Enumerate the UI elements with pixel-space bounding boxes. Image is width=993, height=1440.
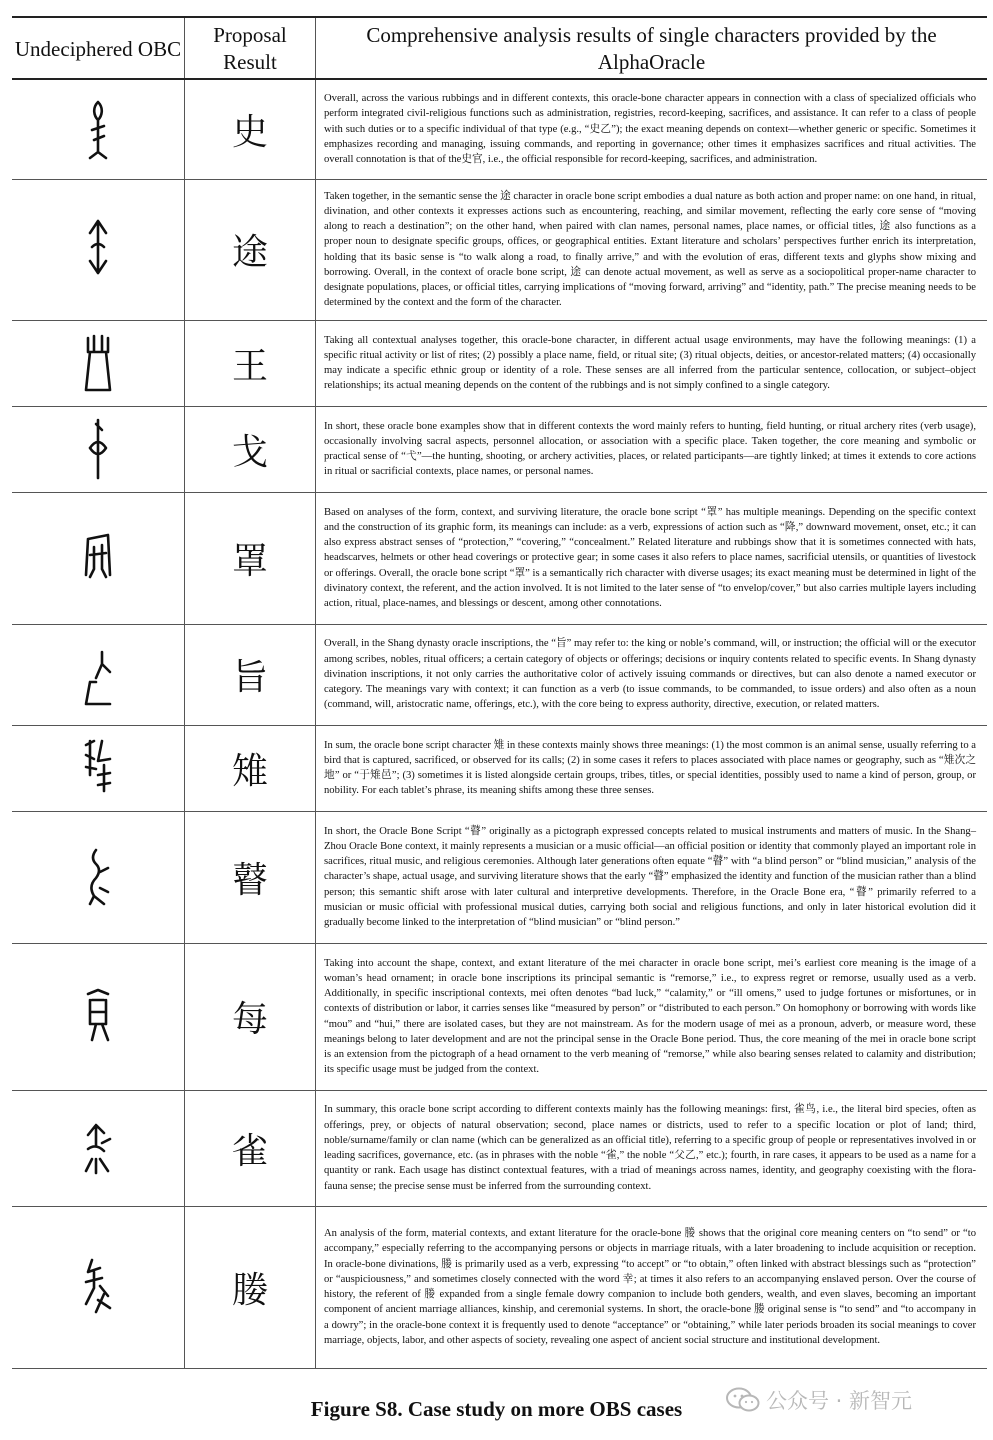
watermark-text: 公众号 · 新智元: [766, 1389, 913, 1413]
oracle-bone-glyph-icon: [82, 330, 114, 396]
oracle-bone-glyph-icon: [82, 1254, 114, 1320]
obc-glyph-cell: [12, 179, 185, 320]
proposal-character: 王: [231, 345, 268, 387]
obc-glyph-cell: [12, 725, 185, 811]
proposal-result-cell: [185, 624, 316, 725]
obc-glyph-cell: [12, 79, 185, 179]
proposal-character: 雉: [231, 750, 268, 792]
analysis-text-cell: Taken together, in the semantic sense the 途 character in oracle bone script embodies a dual nature as both action and proper name: on one hand, in ritual, divination, and other contexts it expresses actions such as encountering, reaching, and similar movement, reflecting the early core sense of “moving along to reach a destination”; on the other hand, when paired with clan names, personal names, place names, or official titles, 途 also functions as a proper noun to designate specific groups, offices, or geographical entities. Extant literature and scholars’ perspectives further enrich its interpretation, holding that its basic sense is “to walk along a road, to finally arrive,” and with the evolution of eras, different texts and glyphs show mixing and borrowing. Overall, in the context of oracle bone script, 途 can denote actual movement, as well as serve as a sociopolitical proper-name character to designate populations, places, or official titles, carrying implications of “moving forward, arriving” and “identity, path.” The precise meaning needs to be determined by the context and the form of the character.: [324, 190, 976, 309]
proposal-result-cell: [185, 1090, 316, 1206]
proposal-result-cell: [185, 725, 316, 811]
oracle-bone-glyph-icon: [82, 735, 114, 801]
obc-analysis-table: [12, 16, 987, 1369]
analysis-text-cell: Taking all contextual analyses together, this oracle-bone character, in different actual usage environments, may have the following meanings: (1) a specific ritual activity or list of rites; (2) possibly a place name, field, or ritual site; (3) ritual objects, deities, or ancestor-related matters; (4) occasionally may indicate a specific ethnic group or identity of a role. These senses are all inferred from the particular sentence, collocation, or subject–object relationships; its actual meaning depends on the content of the rubbings and is not simply confined to a single category.: [324, 334, 976, 392]
obc-glyph-cell: [12, 406, 185, 492]
proposal-character: 雀: [231, 1130, 268, 1172]
table-header-row: [12, 17, 987, 79]
proposal-result-cell: [185, 1206, 316, 1368]
oracle-bone-glyph-icon: [82, 1115, 114, 1181]
table-row: [12, 725, 987, 811]
proposal-character: 途: [231, 232, 268, 273]
watermark: [726, 1385, 912, 1415]
table-row: [12, 492, 987, 624]
proposal-character: 媵: [231, 1269, 268, 1311]
proposal-result-cell: [185, 79, 316, 179]
analysis-text-cell: In short, these oracle bone examples show that in different contexts the word mainly refers to hunting, field hunting, or ritual archery rites (verb usage), occasionally involving sacral aspects, personnel allocation, or association with a specific place. Taken together, the core meaning and symbolic or practical sense of “弋”—the hunting, shooting, or archery activities, places, or related participants—are tightly linked; at times it extends to core actions in ritual or sacrificial contexts, place names, or personal names.: [324, 420, 976, 478]
obc-glyph-cell: [12, 624, 185, 725]
proposal-result-cell: [185, 943, 316, 1090]
analysis-text-cell: Overall, in the Shang dynasty oracle inscriptions, the “旨” may refer to: the king or noble’s command, will, or instruction; the official will or the executor among scribes, nobles, ritual officers; a certain category of objects or offerings; decisions or inquiry contents related to specific events. In Shang dynasty divination inscriptions, it not only carries the authoritative color of actively issuing commands or directives, but can also denote a named executor or category. The meanings vary with context; it can function as a verb (to issue commands, to be commanded, to issue orders) and also often as a noun (command, will, aristocratic name, offerings, etc.), with the core being to express authority, directive, execution, or related matters.: [324, 638, 976, 711]
header-undeciphered-obc: Undeciphered OBC: [12, 17, 185, 79]
proposal-character: 旨: [231, 657, 268, 698]
table-row: [12, 624, 987, 725]
table-row: [12, 1090, 987, 1206]
obc-glyph-cell: [12, 943, 185, 1090]
figure-caption: Figure S8. Case study on more OBS cases: [310, 1397, 683, 1421]
figure: [12, 16, 985, 1369]
header-analysis-results: Comprehensive analysis results of single characters provided by the AlphaOracle: [366, 23, 937, 74]
obc-glyph-cell: [12, 320, 185, 406]
table-row: [12, 320, 987, 406]
proposal-result-cell: [185, 492, 316, 624]
analysis-text-cell: An analysis of the form, material contexts, and extant literature for the oracle-bone 媵 shows that the original core meaning centers on “to send” or “to accompany,” especially referring to the accompanying persons or objects in marriage rituals, with a later broadening to include acquisition or reception. In oracle-bone divinations, 媵 is primarily used as a verb, expressing “to accept” or “to obtain,” often linked with abstract blessings such as “protection” or “auspiciousness,” and sometimes closely connected with the word 幸; at times it also refers to an accompanying enslaved person. Over the course of history, the referent of 媵 expanded from a single female dowry companion to include both genders, wealth, and even slaves, becoming an important component of ancient marriage alliances, kinship, and ceremonial systems. In short, the oracle-bone 媵 original sense is “to send” and “to accompany in a dowry”; in the oracle-bone context it is frequently used to denote “acceptance” or “obtaining,” while later periods broaden its social meanings to cover marriage, objects, labor, and other aspects of society, revealing one aspect of ancient social structure and institutional development.: [324, 1228, 976, 1346]
proposal-result-cell: [185, 320, 316, 406]
proposal-character: 罩: [231, 540, 268, 582]
analysis-text-cell: In sum, the oracle bone script character 雉 in these contexts mainly shows three meanings: (1) the most common is an animal sense, usually referring to a bird that is captured, sacrificed, or observed for its calls; (2) in some cases it refers to places associated with place names or geography, such as “雉次之地” or “于雉邑”; (3) sometimes it is listed alongside certain groups, tribes, titles, or special identities, possibly used to name a kind of person, group, or nobility. For each tablet’s phrase, its meaning shifts among these three senses.: [324, 739, 976, 797]
obc-glyph-cell: [12, 492, 185, 624]
table-row: [12, 943, 987, 1090]
oracle-bone-glyph-icon: [82, 642, 114, 708]
obc-glyph-cell: [12, 811, 185, 943]
proposal-character: 瞽: [231, 859, 268, 901]
oracle-bone-glyph-icon: [82, 96, 114, 162]
proposal-result-cell: [185, 811, 316, 943]
oracle-bone-glyph-icon: [82, 525, 114, 591]
oracle-bone-glyph-icon: [82, 217, 114, 283]
analysis-text-cell: In summary, this oracle bone script according to different contexts mainly has the following meanings: first, 雀鸟, i.e., the literal bird species, often as offerings, prey, or objects of natural observation; second, place names or districts, used to refer to a specific location or plot of land; third, noble/surname/family or clan name (which can be generalized as an official title), referring to a specific group of people or representatives involved in or leading sacrifices, governance, etc. (as in phrases with the noble “雀,” the noble “父乙,” etc.); fourth, in rare cases, it appears to be used as a name for a quantity or rank. Each usage has distinct contextual features, with a triad of meanings across names, identity, and geography coexisting with the flora-fauna sense; the precise sense must be inferred from the surrounding context.: [324, 1104, 976, 1192]
table-row: [12, 406, 987, 492]
oracle-bone-glyph-icon: [82, 844, 114, 910]
analysis-text-cell: Based on analyses of the form, context, and surviving literature, the oracle bone script “罩” has multiple meanings. Depending on the specific context and the construction of its graphic form, its meanings can include: as a verb, expressions of action such as “降,” downward movement, onset, etc.; it can also express abstract senses of “protection,” “covering,” “concealment.” Related literature and rubbings show that it is sometimes connected with hats, headscarves, helmets or other head coverings or protective gear; in some cases it also refers to place names, sacrificial utensils, or quantities of livestock or offerings. Overall, the oracle bone script “罩” is a semantically rich character with diverse usages; its exact meaning must be determined in light of the divinatory context, the referent, and the action involved. It is not limited to the later sense of “to envelop/cover,” but also carries multiple layers including action, ritual, place-names, and blessings or descent, among other connotations.: [324, 506, 976, 610]
table-row: [12, 811, 987, 943]
proposal-character: 每: [231, 999, 268, 1040]
proposal-character: 戈: [231, 431, 268, 473]
oracle-bone-glyph-icon: [82, 416, 114, 482]
table-row: [12, 179, 987, 320]
table-row: [12, 1206, 987, 1368]
proposal-result-cell: [185, 406, 316, 492]
analysis-text-cell: Overall, across the various rubbings and in different contexts, this oracle-bone character appears in connection with a class of specialized officials who perform integrated civil-religious functions such as administration, registries, record-keeping, sacrifices, and assistance. It can refer to a class of people with such duties or to a specific individual of that type (e.g., “史乙”); the exact meaning depends on context—whether generic or specific. Sometimes it emphasizes recording and managing, issuing commands, and reporting in governance; other times it emphasizes sacrifices and ritual activities. The overall connotation is that of the史官, i.e., the official responsible for record-keeping, sacrifices, and administration.: [324, 93, 976, 166]
wechat-logo-icon: [726, 1387, 760, 1413]
obc-glyph-cell: [12, 1206, 185, 1368]
oracle-bone-glyph-icon: [82, 984, 114, 1050]
proposal-character: 史: [231, 111, 268, 153]
table-row: [12, 79, 987, 179]
analysis-text-cell: Taking into account the shape, context, and extant literature of the mei character in oracle bone script, mei’s earliest core meaning is the image of a woman’s head ornament; in oracle bone inscriptions its principal semantic is “remorse,” i.e., to express regret or remorse, usually used as a verb. Additionally, in specific inscriptional contexts, mei often denotes “bad luck,” “calamity,” or “ill omens,” used to judge fortunes or misfortunes, or in contexts of distribution or labor, it carries senses like “measured by person” or “distributed to each person.” On homophony or borrowing with words like “mou” and “hui,” there are isolated cases, but they are not mainstream. As for the modern usage of mei as a pronoun, adverb, or measure word, these meanings belong to later development and are not the principal sense in the Oracle Bone period. Thus, the core meaning of the mei in oracle bone script is an extension from the pictograph of a head ornament to the verb meaning of “remorse,” while also bearing senses related to calamity and distribution; its specific usage must be judged from the context.: [324, 957, 976, 1076]
header-proposal-result: Proposal Result: [185, 17, 316, 79]
analysis-text-cell: In short, the Oracle Bone Script “瞽” originally as a pictograph expressed concepts related to musical instruments and matters of music. In the Shang–Zhou Oracle Bone context, it mainly represents a musician or a music official—an official position or identity that commonly played an important role in sacrifices, ritual music, and religious ceremonies. Although later generations often equate “瞽” with “a blind person” or “blind musician,” analysis of the character’s shape, actual usage, and surviving literature shows that the early “瞽” emphasized the identity and function of the musician rather than a blind person; this semantic shift arose with later cultural and interpretive developments. Therefore, in the Oracle Bone era, “瞽” primarily referred to a musician or music official with professional musical duties, carrying both social and religious functions, and only in later historical evolution did it gradually become linked to the interpretation of “blind musician” or “blind person.”: [324, 825, 976, 929]
obc-glyph-cell: [12, 1090, 185, 1206]
proposal-result-cell: [185, 179, 316, 320]
